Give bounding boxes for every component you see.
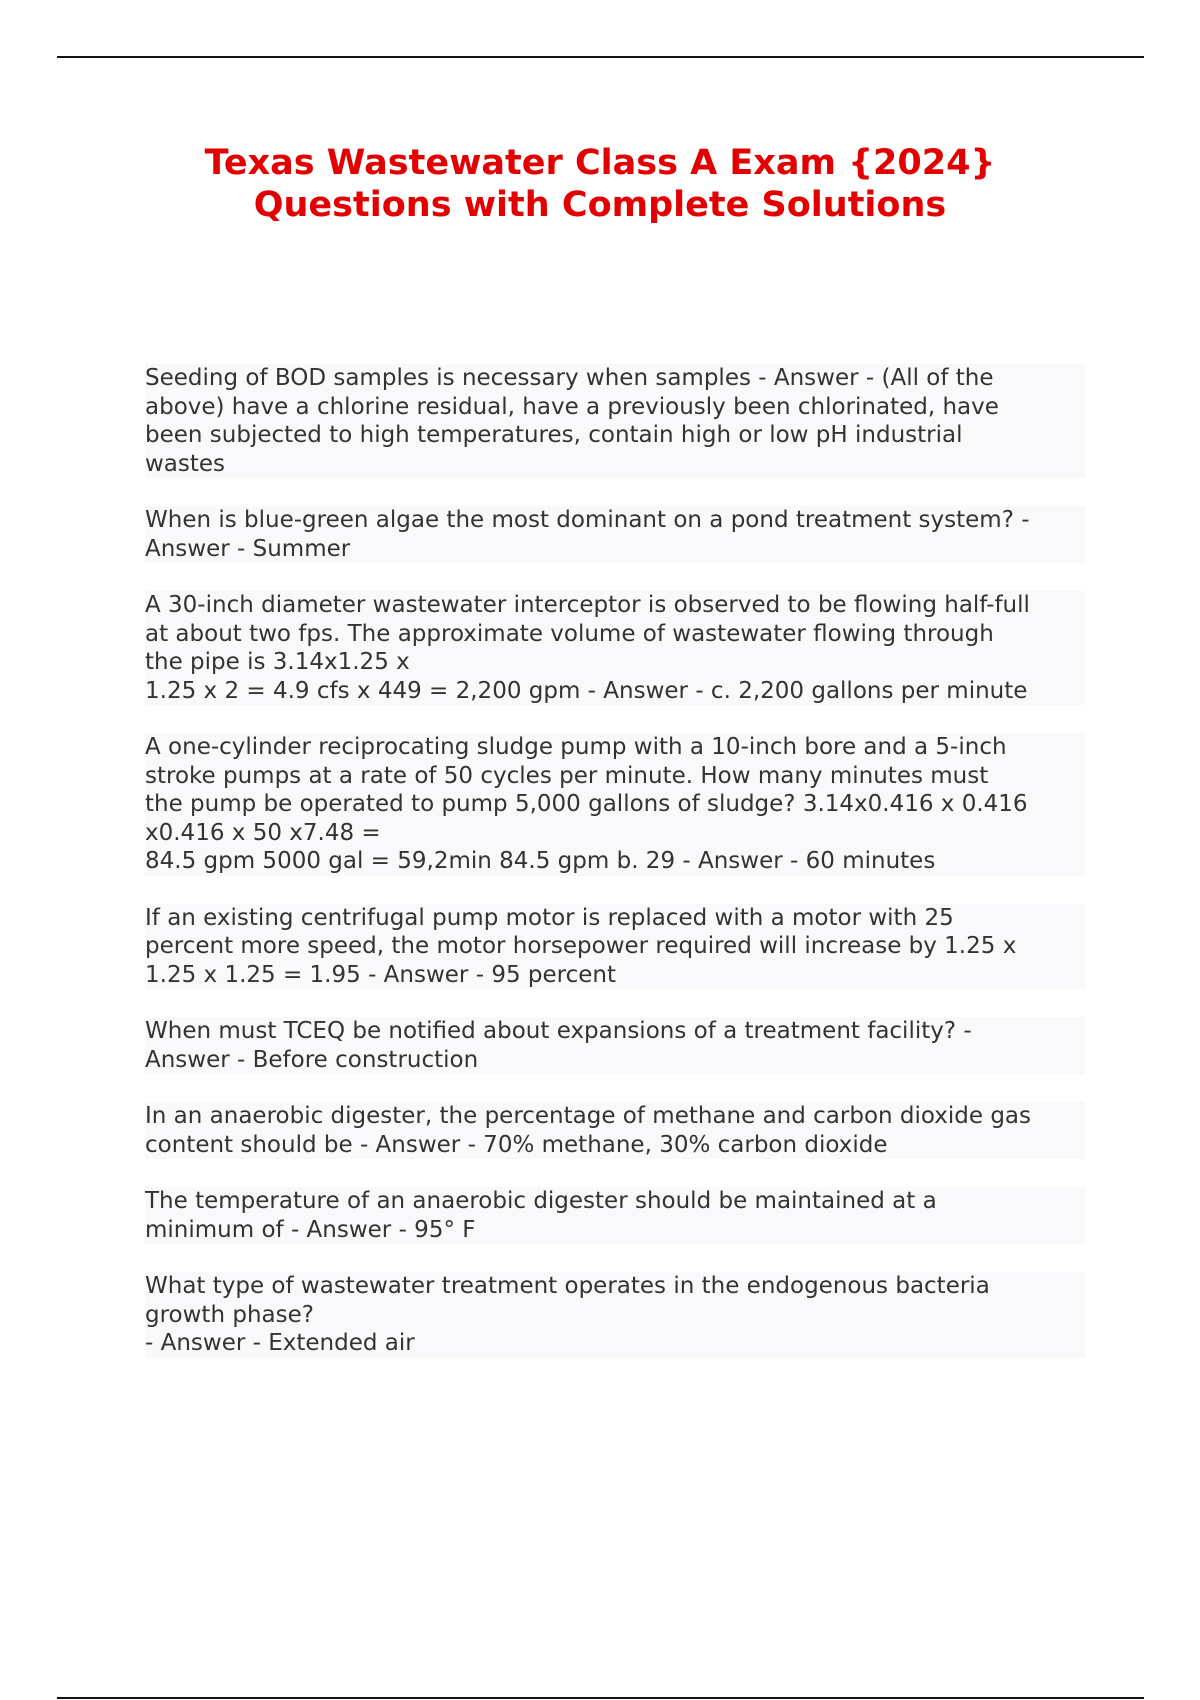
qa-line: When must TCEQ be notified about expansions of a treatment facility? -: [145, 1018, 972, 1044]
qa-line: above) have a chlorine residual, have a previously been chlorinated, have: [145, 393, 999, 420]
qa-item: [145, 506, 1085, 563]
qa-line: 1.25 x 1.25 = 1.95 - Answer - 95 percent: [145, 961, 616, 988]
qa-line: Answer - Before construction: [145, 1046, 479, 1073]
qa-line: minimum of - Answer - 95° F: [145, 1216, 476, 1243]
question-answer-list: [145, 364, 1085, 1386]
qa-line: Answer - Summer: [145, 535, 351, 562]
qa-item: [145, 591, 1085, 705]
qa-line: stroke pumps at a rate of 50 cycles per minute. How many minutes must: [145, 762, 989, 789]
qa-line: content should be - Answer - 70% methane, 30% carbon dioxide: [145, 1131, 888, 1158]
qa-line: In an anaerobic digester, the percentage of methane and carbon dioxide gas: [145, 1103, 1032, 1129]
qa-line: Seeding of BOD samples is necessary when samples - Answer - (All of the: [145, 365, 994, 391]
qa-line: been subjected to high temperatures, contain high or low pH industrial: [145, 422, 963, 448]
qa-line: at about two fps. The approximate volume of wastewater flowing through: [145, 620, 994, 647]
qa-line: 84.5 gpm 5000 gal = 59,2min 84.5 gpm b. 29 - Answer - 60 minutes: [145, 848, 936, 874]
qa-line: When is blue-green algae the most dominant on a pond treatment system? -: [145, 507, 1030, 533]
qa-line: A one-cylinder reciprocating sludge pump with a 10-inch bore and a 5-inch: [145, 734, 1007, 760]
qa-line: growth phase?: [145, 1301, 314, 1328]
qa-item: [145, 733, 1085, 876]
qa-line: the pipe is 3.14x1.25 x: [145, 649, 410, 675]
qa-line: The temperature of an anaerobic digester should be maintained at a: [145, 1188, 937, 1214]
qa-item: [145, 1017, 1085, 1074]
qa-line: wastes: [145, 450, 226, 477]
qa-line: x0.416 x 50 x7.48 =: [145, 819, 381, 846]
qa-line: A 30-inch diameter wastewater interceptor is observed to be flowing half-full: [145, 592, 1030, 618]
title-line-2: Questions with Complete Solutions: [253, 185, 947, 225]
qa-item: [145, 904, 1085, 990]
qa-line: 1.25 x 2 = 4.9 cfs x 449 = 2,200 gpm - Answer - c. 2,200 gallons per minute: [145, 677, 1028, 704]
qa-item: [145, 1187, 1085, 1244]
qa-line: percent more speed, the motor horsepower required will increase by 1.25 x: [145, 933, 1017, 959]
qa-line: - Answer - Extended air: [145, 1330, 415, 1356]
top-rule: [57, 56, 1144, 58]
qa-item: [145, 364, 1085, 478]
qa-line: If an existing centrifugal pump motor is replaced with a motor with 25: [145, 904, 954, 931]
qa-line: the pump be operated to pump 5,000 gallons of sludge? 3.14x0.416 x 0.416: [145, 791, 1028, 817]
qa-line: What type of wastewater treatment operates in the endogenous bacteria: [145, 1273, 990, 1299]
title-line-1: Texas Wastewater Class A Exam {2024}: [204, 143, 996, 183]
qa-item: [145, 1102, 1085, 1159]
bottom-rule: [57, 1697, 1144, 1699]
qa-item: [145, 1272, 1085, 1358]
document-title: [100, 142, 1100, 226]
